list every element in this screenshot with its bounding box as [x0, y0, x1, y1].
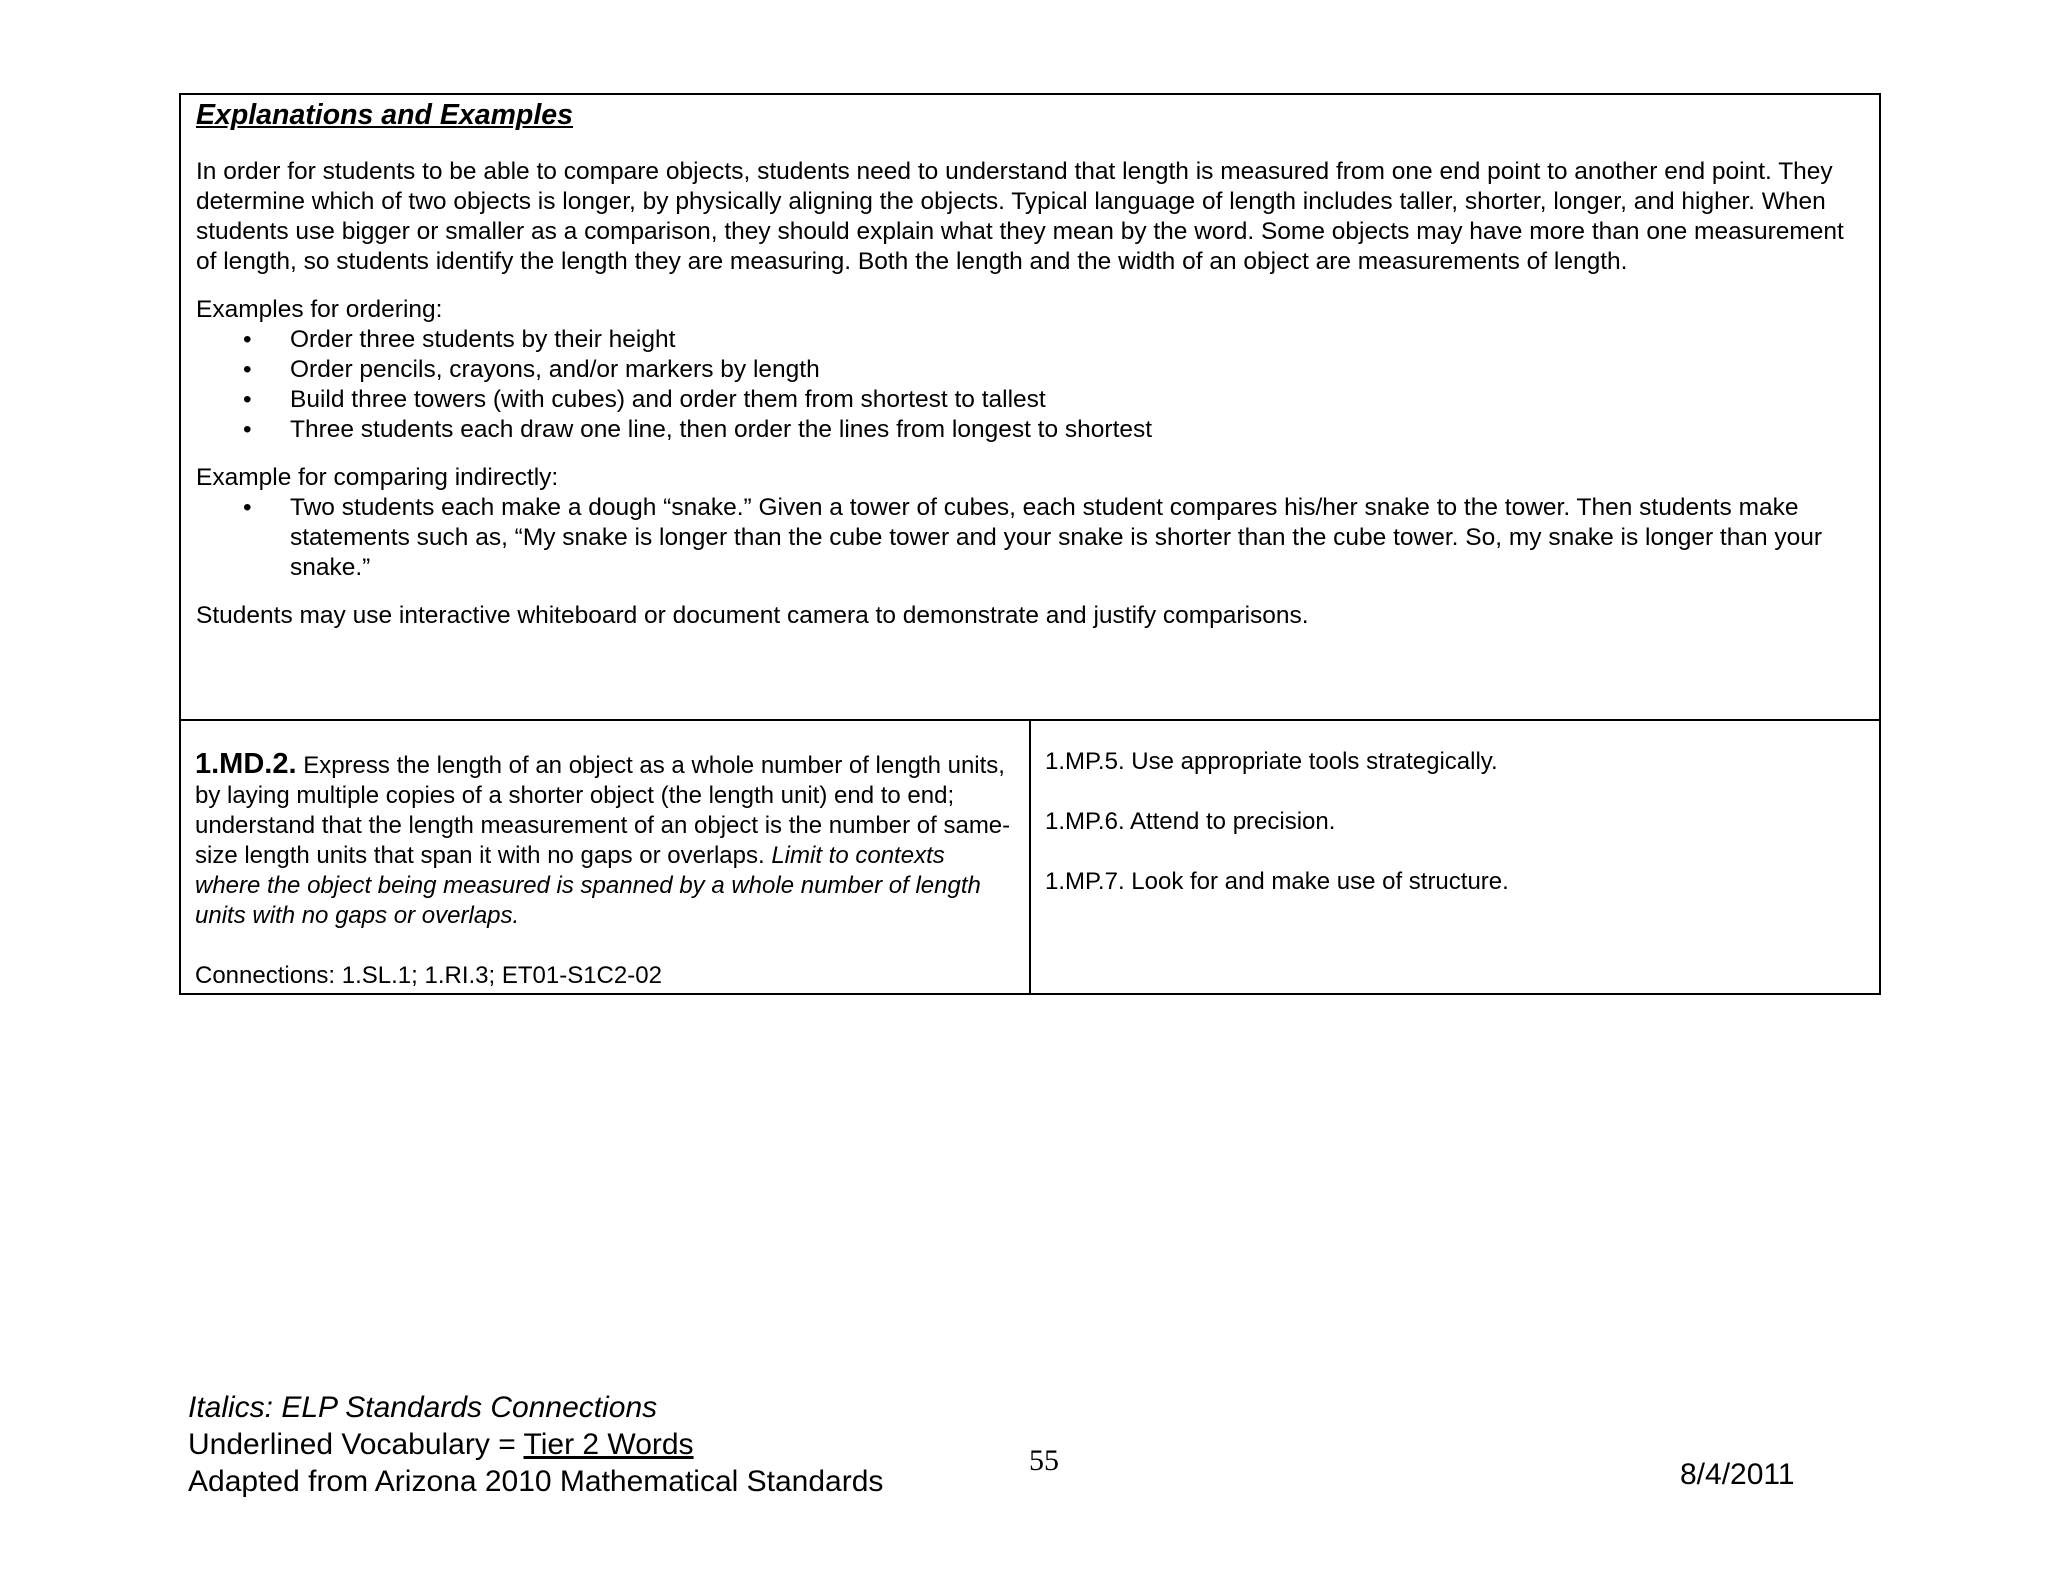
- list-item-text: Two students each make a dough “snake.” Given a tower of cubes, each student compares his/her snake to the tower. Then students make statements such as, “My snake is longer than the cube tower and your snake is shorter than the cube tower. So, my snake is longer than your snake.”: [290, 494, 1823, 581]
- list-item: [196, 493, 1865, 583]
- page-number: 55: [1029, 1444, 1059, 1477]
- list-item-text: Order three students by their height: [290, 326, 676, 353]
- explanations-content: [181, 95, 1879, 631]
- bullet-icon: •: [243, 416, 252, 443]
- page-footer: [188, 1389, 883, 1500]
- footer-vocab-tier: Tier 2 Words: [523, 1428, 694, 1461]
- standard-limit: Limit to contexts where the object being measured is spanned by a whole number of length units with no gaps or overlaps.: [195, 842, 981, 929]
- standard-paragraph: [195, 749, 1015, 931]
- explanations-closing: Students may use interactive whiteboard or document camera to demonstrate and justify comparisons.: [196, 602, 1309, 629]
- ordering-label: Examples for ordering:: [196, 296, 443, 323]
- list-item-text: Three students each draw one line, then order the lines from longest to shortest: [290, 416, 1153, 443]
- list-item: [196, 385, 1865, 415]
- bullet-icon: •: [243, 494, 252, 521]
- indirect-label: Example for comparing indirectly:: [196, 464, 559, 491]
- standard-connections: Connections: 1.SL.1; 1.RI.3; ET01-S1C2-02: [195, 962, 662, 989]
- bullet-icon: •: [243, 356, 252, 383]
- standard-cell: [180, 720, 1030, 994]
- bullet-icon: •: [243, 386, 252, 413]
- practices-cell: [1030, 720, 1880, 994]
- standard-row: [180, 720, 1880, 994]
- list-item: [196, 415, 1865, 445]
- standard-code: 1.MD.2.: [195, 748, 297, 780]
- footer-date: 8/4/2011: [1680, 1458, 1795, 1491]
- practices-content: [1031, 721, 1879, 897]
- footer-italics-legend: Italics: ELP Standards Connections: [188, 1391, 658, 1424]
- footer-source: Adapted from Arizona 2010 Mathematical Standards: [188, 1465, 884, 1498]
- practice-item: 1.MP.7. Look for and make use of structure.: [1045, 868, 1509, 895]
- list-item-text: Order pencils, crayons, and/or markers by length: [290, 356, 820, 383]
- list-item-text: Build three towers (with cubes) and order them from shortest to tallest: [290, 386, 1046, 413]
- practice-item: 1.MP.5. Use appropriate tools strategically.: [1045, 748, 1498, 775]
- footer-vocab-prefix: Underlined Vocabulary =: [188, 1428, 524, 1461]
- list-item: [196, 325, 1865, 355]
- standard-text: Express the length of an object as a whole number of length units, by laying multiple copies of a shorter object (the length unit) end to end; understand that the length measurement of an object is the number of same-size length units that span it with no gaps or overlaps.: [195, 752, 1011, 869]
- explanations-row: [180, 94, 1880, 720]
- footer-vocab-legend: [188, 1426, 883, 1463]
- ordering-list: [196, 325, 1865, 445]
- explanations-cell: [180, 94, 1880, 720]
- list-item: [196, 355, 1865, 385]
- explanations-intro: In order for students to be able to compare objects, students need to understand that length is measured from one end point to another end point. They determine which of two objects is longer, by physically aligning the objects. Typical language of length includes taller, shorter, longer, and higher. When students use bigger or smaller as a comparison, they should explain what they mean by the word. Some objects may have more than one measurement of length, so students identify the length they are measuring. Both the length and the width of an object are measurements of length.: [196, 158, 1844, 275]
- standards-table: [179, 93, 1881, 995]
- standard-content: [181, 721, 1029, 991]
- explanations-heading: Explanations and Examples: [196, 99, 573, 131]
- bullet-icon: •: [243, 326, 252, 353]
- practice-item: 1.MP.6. Attend to precision.: [1045, 808, 1336, 835]
- indirect-list: [196, 493, 1865, 583]
